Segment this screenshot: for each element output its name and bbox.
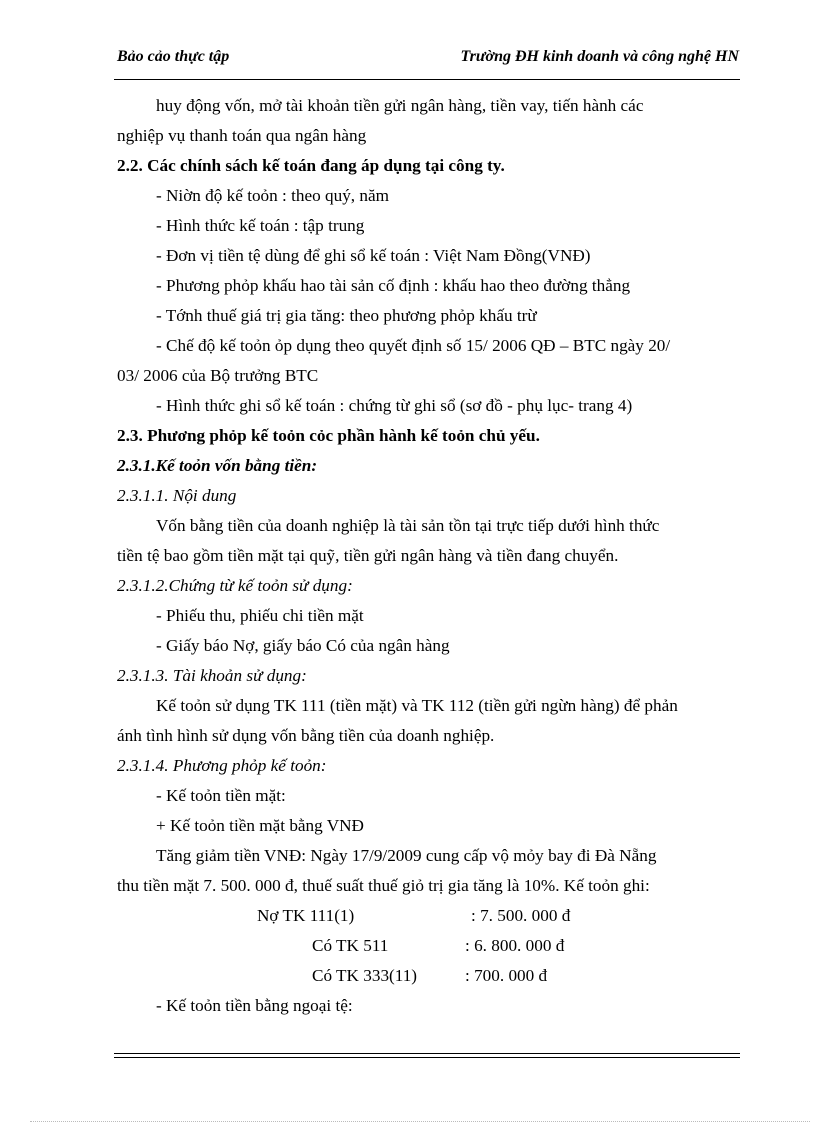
page-edge bbox=[30, 1121, 810, 1122]
entry-account: Có TK 333(11) bbox=[312, 966, 418, 985]
list-item-continuation: 03/ 2006 của Bộ trưởng BTC bbox=[117, 366, 319, 385]
paragraph-line: Tăng giảm tiền VNĐ: Ngày 17/9/2009 cung cấp vộ mỏy bay đi Đà Nẵng bbox=[156, 846, 657, 865]
paragraph-line: thu tiền mặt 7. 500. 000 đ, thuế suất thuế giỏ trị gia tăng là 10%. Kế toỏn ghi: bbox=[117, 876, 650, 895]
list-item: - Hình thức kế toán : tập trung bbox=[156, 216, 365, 235]
document-body bbox=[117, 91, 739, 1021]
section-heading: 2.2. Các chính sách kế toán đang áp dụng tại công ty. bbox=[117, 156, 505, 175]
journal-entry bbox=[117, 901, 739, 931]
list-item: - Phiếu thu, phiếu chi tiền mặt bbox=[156, 606, 364, 625]
list-item: - Phương phỏp khấu hao tài sản cố định : khấu hao theo đường thẳng bbox=[156, 276, 631, 295]
list-item: - Giấy báo Nợ, giấy báo Có của ngân hàng bbox=[156, 636, 450, 655]
subsubsection-heading: 2.3.1.4. Phương phỏp kế toỏn: bbox=[117, 756, 327, 775]
entry-account: Nợ TK 111(1) bbox=[257, 906, 355, 925]
paragraph-line: tiền tệ bao gồm tiền mặt tại quỹ, tiền gửi ngân hàng và tiền đang chuyển. bbox=[117, 546, 619, 565]
section-heading: 2.3. Phương phỏp kế toỏn cỏc phần hành kế toỏn chủ yếu. bbox=[117, 426, 540, 445]
list-item: - Chế độ kế toỏn ỏp dụng theo quyết định số 15/ 2006 QĐ – BTC ngày 20/ bbox=[156, 336, 671, 355]
subsubsection-heading: 2.3.1.3. Tài khoản sử dụng: bbox=[117, 666, 307, 685]
subsubsection-heading: 2.3.1.2.Chứng từ kế toỏn sử dụng: bbox=[117, 576, 353, 595]
paragraph-line: Vốn bằng tiền của doanh nghiệp là tài sản tồn tại trực tiếp dưới hình thức bbox=[156, 516, 660, 535]
subsection-heading: 2.3.1.Kế toỏn vốn bằng tiền: bbox=[117, 456, 318, 475]
journal-entry bbox=[117, 931, 739, 961]
entry-amount: : 7. 500. 000 đ bbox=[471, 906, 571, 925]
paragraph-line: nghiệp vụ thanh toán qua ngân hàng bbox=[117, 126, 367, 145]
list-item: - Đơn vị tiền tệ dùng để ghi sổ kế toán : Việt Nam Đồng(VNĐ) bbox=[156, 246, 591, 265]
header-right: Trường ĐH kinh doanh và công nghệ HN bbox=[460, 48, 739, 65]
list-item: - Niờn độ kế toỏn : theo quý, năm bbox=[156, 186, 389, 205]
paragraph-line: ánh tình hình sử dụng vốn bằng tiền của doanh nghiệp. bbox=[117, 726, 495, 745]
paragraph-line: huy động vốn, mở tài khoản tiền gửi ngân hàng, tiền vay, tiến hành các bbox=[156, 96, 644, 115]
subsubsection-heading: 2.3.1.1. Nội dung bbox=[117, 486, 237, 505]
footer-rule bbox=[114, 1057, 740, 1058]
entry-amount: : 6. 800. 000 đ bbox=[465, 936, 565, 955]
entry-account: Có TK 511 bbox=[312, 936, 389, 955]
header-rule bbox=[114, 79, 740, 80]
journal-entry bbox=[117, 961, 739, 991]
footer-rule bbox=[114, 1053, 740, 1054]
list-item: - Kế toỏn tiền mặt: bbox=[156, 786, 286, 805]
page-header bbox=[117, 48, 739, 70]
header-left: Bảo cảo thực tập bbox=[117, 48, 230, 65]
entry-amount: : 700. 000 đ bbox=[465, 966, 548, 985]
paragraph-line: Kế toỏn sử dụng TK 111 (tiền mặt) và TK 112 (tiền gửi ngừn hàng) để phản bbox=[156, 696, 678, 715]
list-item: - Hình thức ghi sổ kế toán : chứng từ ghi sổ (sơ đồ - phụ lục- trang 4) bbox=[156, 396, 633, 415]
list-item: - Kế toỏn tiền bằng ngoại tệ: bbox=[156, 996, 353, 1015]
list-item: + Kế toỏn tiền mặt bằng VNĐ bbox=[156, 816, 364, 835]
list-item: - Tớnh thuế giá trị gia tăng: theo phương phỏp khấu trừ bbox=[156, 306, 537, 325]
